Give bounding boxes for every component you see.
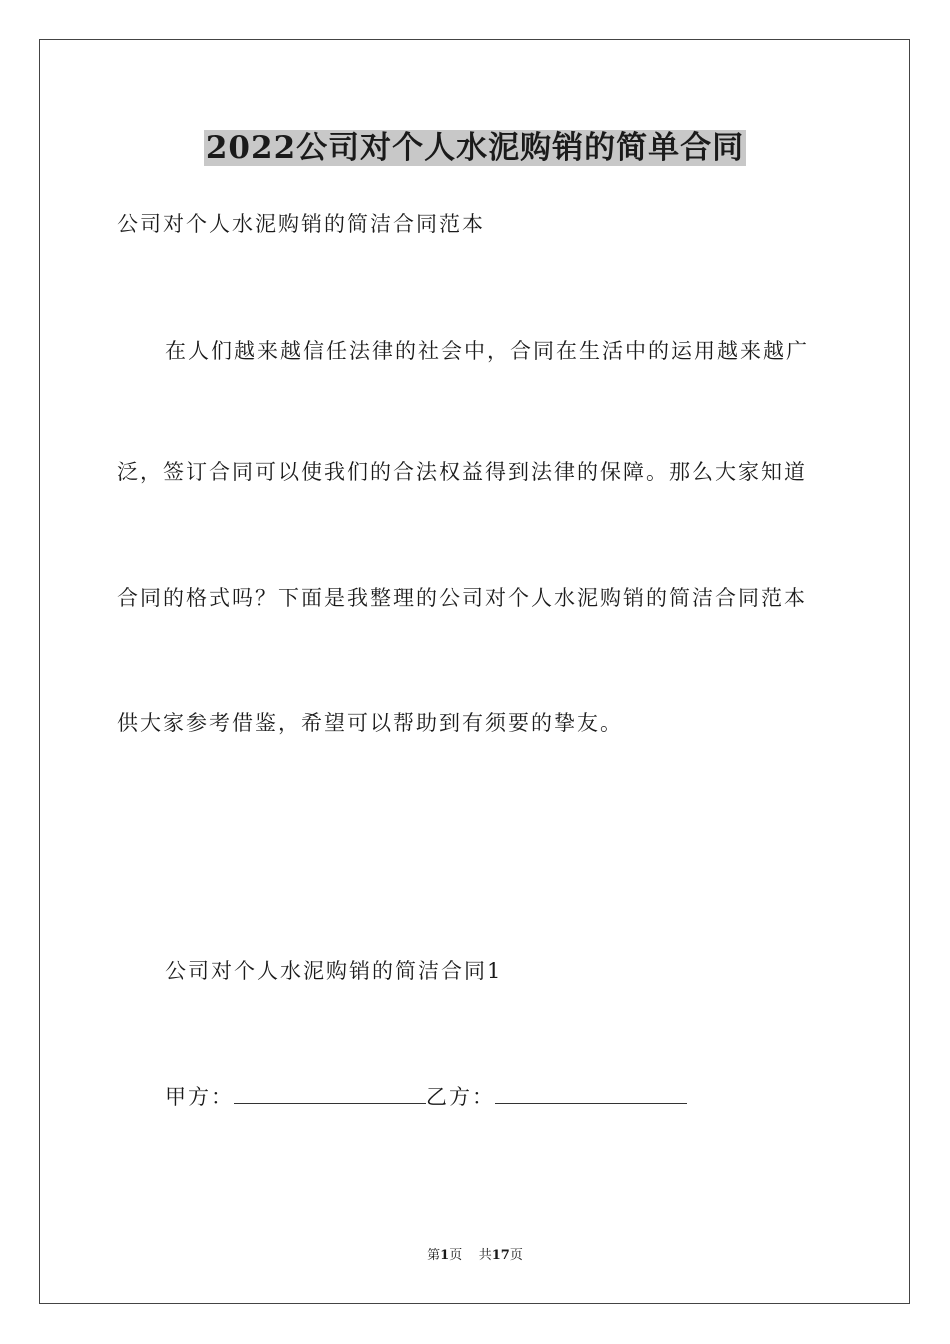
footer-page-prefix: 第 [427, 1248, 441, 1263]
intro-line-3: 合同的格式吗？下面是我整理的公司对个人水泥购销的简洁合同范本 [117, 586, 807, 610]
footer-total-prefix: 共 [478, 1248, 492, 1263]
document-subtitle: 公司对个人水泥购销的简洁合同范本 [117, 212, 485, 236]
document-title [0, 128, 950, 168]
party-b-blank [495, 1085, 687, 1104]
party-a-label: 甲方： [165, 1085, 234, 1109]
party-line [165, 1083, 687, 1111]
footer-page-suffix: 页 [449, 1248, 463, 1263]
party-a-blank [234, 1085, 426, 1104]
page-footer [0, 1247, 950, 1265]
intro-line-2: 泛，签订合同可以使我们的合法权益得到法律的保障。那么大家知道 [117, 460, 807, 484]
section-heading: 公司对个人水泥购销的简洁合同1 [165, 959, 503, 983]
footer-page-number: 1 [440, 1248, 450, 1263]
intro-line-4: 供大家参考借鉴，希望可以帮助到有须要的挚友。 [117, 711, 623, 735]
party-b-label: 乙方： [426, 1085, 495, 1109]
footer-total-suffix: 页 [509, 1248, 523, 1263]
footer-total-pages: 17 [491, 1248, 510, 1263]
document-title-text: 2022公司对个人水泥购销的简单合同 [205, 130, 745, 166]
intro-line-1: 在人们越来越信任法律的社会中，合同在生活中的运用越来越广 [165, 339, 809, 363]
